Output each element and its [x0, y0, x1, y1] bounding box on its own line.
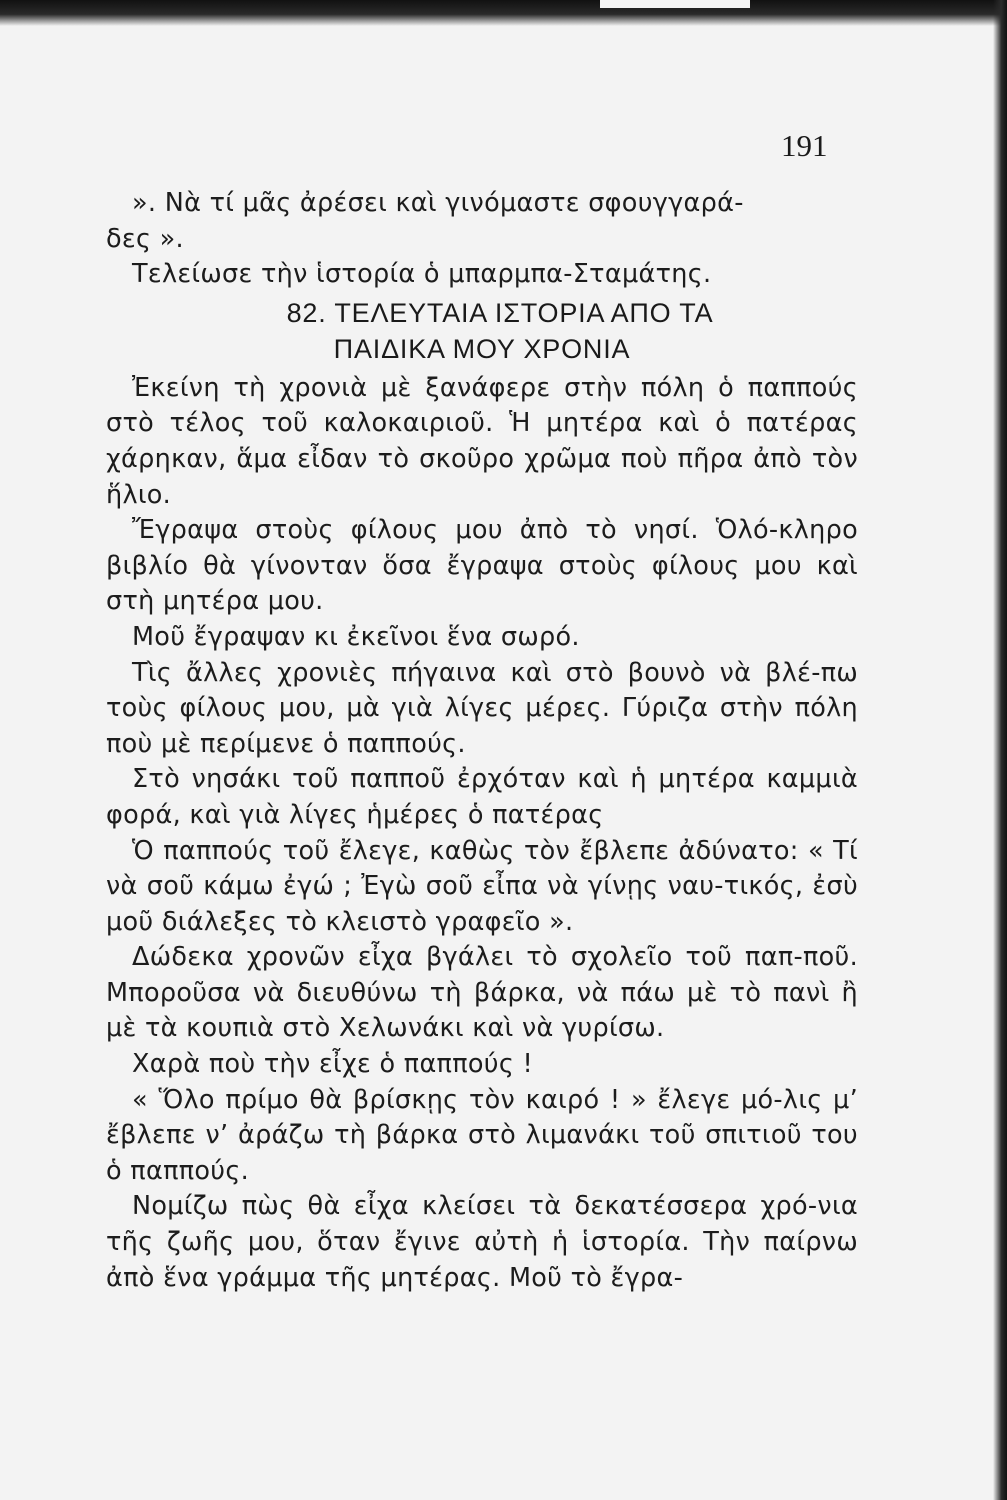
paragraph: Ὁ παππούς τοῦ ἔλεγε, καθὼς τὸν ἔβλεπε ἀδύνατο: « Τί νὰ σοῦ κάμω ἐγώ ; Ἐγὼ σοῦ εἶπα νὰ γίνῃς ναυ-τικός, ἐσὺ μοῦ διάλεξες τὸ κλειστὸ γραφεῖο ».: [106, 835, 858, 937]
paragraph: Ἐκείνη τὴ χρονιὰ μὲ ξανάφερε στὴν πόλη ὁ παππούς στὸ τέλος τοῦ καλοκαιριοῦ. Ἡ μητέρα καὶ ὁ πατέρας χάρηκαν, ἅμα εἶδαν τὸ σκοῦρο χρῶμα ποὺ πῆρα ἀπὸ τὸν ἥλιο.: [106, 372, 858, 510]
text-line: ». Νὰ τί μᾶς ἀρέσει καὶ γινόμαστε σφουγγαρά-: [132, 188, 744, 218]
section-heading-line2: ΠΑΙΔΙΚΑ ΜΟΥ ΧΡΟΝΙΑ: [333, 333, 631, 364]
paragraph: Μοῦ ἔγραψαν κι ἐκεῖνοι ἕνα σωρό.: [132, 621, 580, 652]
page-text: [106, 186, 858, 1296]
scan-right-edge: [993, 0, 1007, 1500]
paragraph: Τὶς ἄλλες χρονιὲς πήγαινα καὶ στὸ βουνὸ νὰ βλέ-πω τοὺς φίλους μου, μὰ γιὰ λίγες μέρες. Γύριζα στὴν πόλη ποὺ μὲ περίμενε ὁ παππούς.: [106, 657, 858, 759]
paragraph: « Ὅλο πρίμο θὰ βρίσκῃς τὸν καιρό ! » ἔλεγε μό-λις μ’ ἔβλεπε ν’ ἀράζω τὴ βάρκα στὸ λιμανάκι τοῦ σπιτιοῦ του ὁ παππούς.: [106, 1084, 858, 1186]
paragraph: Νομίζω πὼς θὰ εἶχα κλείσει τὰ δεκατέσσερα χρό-νια τῆς ζωῆς μου, ὅταν ἔγινε αὐτὴ ἡ ἱστορία. Τὴν παίρνω ἀπὸ ἕνα γράμμα τῆς μητέρας. Μοῦ τὸ ἔγρα-: [106, 1191, 858, 1293]
text-line: Τελείωσε τὴν ἱστορία ὁ μπαρμπα-Σταμάτης.: [132, 259, 712, 290]
scan-top-shadow: [0, 0, 1007, 26]
paragraph: Χαρὰ ποὺ τὴν εἶχε ὁ παππούς !: [132, 1049, 534, 1080]
page-number: 191: [781, 128, 828, 163]
scan-top-notch: [600, 0, 750, 8]
paragraph: Δώδεκα χρονῶν εἶχα βγάλει τὸ σχολεῖο τοῦ παπ-ποῦ. Μποροῦσα νὰ διευθύνω τὴ βάρκα, νὰ πάω μὲ τὸ πανὶ ἢ μὲ τὰ κουπιὰ στὸ Χελωνάκι καὶ νὰ γυρίσω.: [106, 942, 858, 1044]
section-heading: [106, 295, 858, 367]
section-heading-line1: 82. ΤΕΛΕΥΤΑΙΑ ΙΣΤΟΡΙΑ ΑΠΟ ΤΑ: [286, 297, 714, 328]
text-line: δες ».: [106, 223, 184, 254]
paragraph: Στὸ νησάκι τοῦ παπποῦ ἐρχόταν καὶ ἡ μητέρα καμμιὰ φορά, καὶ γιὰ λίγες ἡμέρες ὁ πατέρας: [106, 764, 858, 830]
paragraph: Ἔγραψα στοὺς φίλους μου ἀπὸ τὸ νησί. Ὁλό-κληρο βιβλίο θὰ γίνονταν ὅσα ἔγραψα στοὺς φίλους μου καὶ στὴ μητέρα μου.: [106, 515, 858, 617]
